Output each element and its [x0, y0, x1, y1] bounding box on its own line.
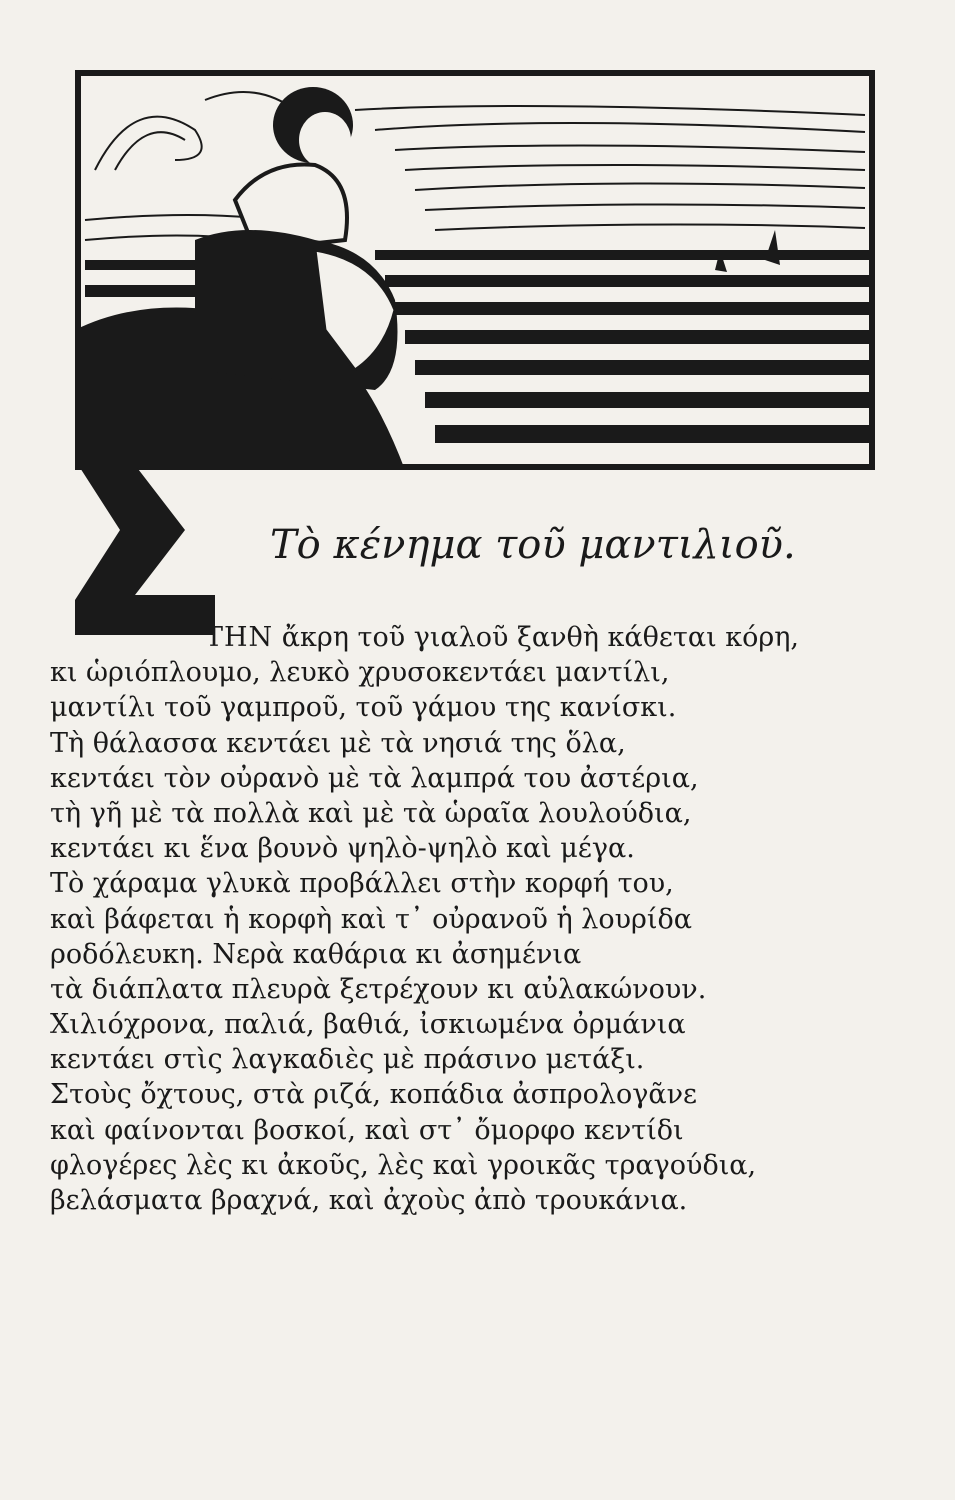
- poem-line: βελάσματα βραχνά, καὶ ἀχοὺς ἀπὸ τρουκάνια.: [50, 1185, 688, 1216]
- poem-line: καὶ βάφεται ἡ κορφὴ καὶ τ᾽ οὐρανοῦ ἡ λουρίδα: [50, 903, 693, 935]
- poem-line: Στοὺς ὄχτους, στὰ ριζά, κοπάδια ἀσπρολογᾶνε: [50, 1079, 698, 1111]
- poem-line: Τὴ θάλασσα κεντάει μὲ τὰ νησιά της ὅλα,: [50, 727, 626, 759]
- first-line-capitals: ΤΗΝ: [205, 622, 274, 653]
- poem-line: καὶ φαίνονται βοσκοί, καὶ στ᾽ ὄμορφο κεντίδι: [50, 1114, 684, 1146]
- poem-line: τὴ γῆ μὲ τὰ πολλὰ καὶ μὲ τὰ ὡραῖα λουλούδια,: [50, 797, 692, 829]
- poem-body: [50, 620, 850, 1218]
- poem-line: τὰ διάπλατα πλευρὰ ξετρέχουν κι αὐλακώνουν.: [50, 973, 707, 1005]
- first-line-text: ἄκρη τοῦ γιαλοῦ ξανθὴ κάθεται κόρη,: [273, 622, 800, 653]
- poem-line: κεντάει κι ἕνα βουνὸ ψηλὸ-ψηλὸ καὶ μέγα.: [50, 833, 635, 865]
- dropcap-sigma: [75, 425, 215, 635]
- poem-line: μαντίλι τοῦ γαμπροῦ, τοῦ γάμου της κανίσκι.: [50, 692, 677, 724]
- woodcut-illustration: [75, 70, 875, 470]
- poem-line: κι ὡριόπλουμο, λευκὸ χρυσοκεντάει μαντίλι,: [50, 657, 670, 689]
- poem-line: Χιλιόχρονα, παλιά, βαθιά, ἰσκιωμένα ὀρμάνια: [50, 1009, 686, 1041]
- poem-line: κεντάει τὸν οὐρανὸ μὲ τὰ λαμπρά του ἀστέρια,: [50, 762, 699, 794]
- poem-title: Τὸ κένημα τοῦ μαντιλιοῦ.: [270, 522, 796, 568]
- poem-line-1: [50, 620, 850, 655]
- poem-line: φλογέρες λὲς κι ἀκοῦς, λὲς καὶ γροικᾶς τραγούδια,: [50, 1149, 757, 1181]
- poem-line: Τὸ χάραμα γλυκὰ προβάλλει στὴν κορφή του,: [50, 868, 674, 900]
- poem-line: ροδόλευκη. Νερὰ καθάρια κι ἀσημένια: [50, 938, 582, 970]
- poem-line: κεντάει στὶς λαγκαδιὲς μὲ πράσινο μετάξι.: [50, 1044, 645, 1076]
